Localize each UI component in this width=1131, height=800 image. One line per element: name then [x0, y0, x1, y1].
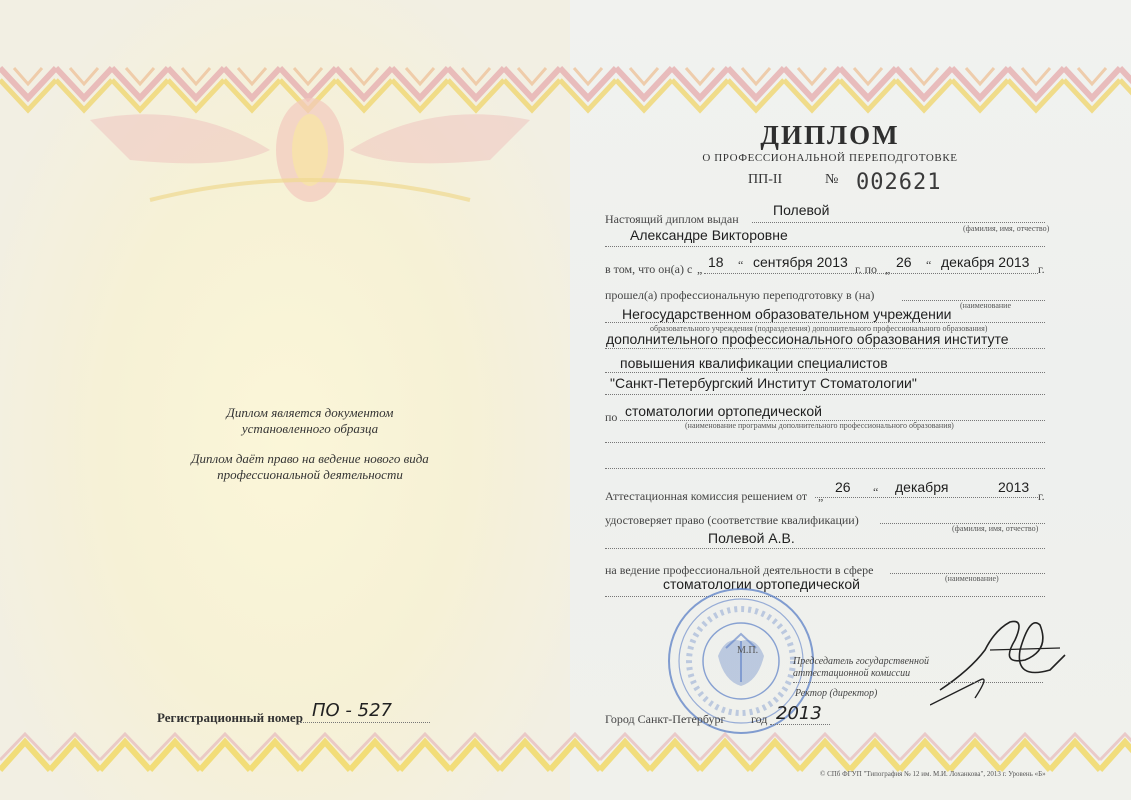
- activity-hint: (наименование): [945, 574, 999, 583]
- page-subtitle: О ПРОФЕССИОНАЛЬНОЙ ПЕРЕПОДГОТОВКЕ: [702, 152, 958, 164]
- certified-person: Полевой А.В.: [708, 530, 795, 546]
- attestation-suffix: г.: [1038, 489, 1045, 503]
- registration-number: ПО - 527: [312, 700, 392, 721]
- program-rule2: [605, 442, 1045, 443]
- institution-line2: дополнительного профессионального образования институте: [606, 331, 1009, 347]
- chair-label: Председатель государственной: [793, 656, 929, 667]
- attestation-quote-open: „: [818, 489, 824, 503]
- to-day: 26: [896, 254, 912, 270]
- certified-person-line: [605, 548, 1045, 549]
- program-rule3: [605, 468, 1045, 469]
- printer-footer: © СПб ФГУП "Типография № 12 им. М.И. Лоханкова", 2013 г. Уровень «Б»: [820, 770, 1046, 778]
- page-title: ДИПЛОМ: [760, 120, 900, 150]
- attestation-day: 26: [835, 479, 851, 495]
- chair-sign-line: [793, 682, 1043, 683]
- validity-note-line2: установленного образца: [241, 421, 379, 436]
- from-day: 18: [708, 254, 724, 270]
- activity-value: стоматологии ортопедической: [663, 576, 860, 592]
- institution-rule4: [605, 394, 1045, 395]
- year-value: 2013: [776, 703, 822, 724]
- institution-line4: "Санкт-Петербургский Институт Стоматологии": [610, 375, 917, 391]
- city-label: Город Санкт-Петербург: [605, 712, 726, 726]
- issued-label: Настоящий диплом выдан: [605, 212, 739, 226]
- period-suffix: г.: [1038, 262, 1045, 276]
- to-quote-close: “: [926, 258, 932, 272]
- attestation-month: декабря: [895, 479, 949, 495]
- signature: [930, 610, 1070, 710]
- year-label: год: [751, 712, 768, 726]
- validity-note-line1: Диплом является документом: [226, 405, 394, 420]
- surname-line: [752, 222, 1045, 223]
- institution-line1: Негосударственном образовательном учреждении: [622, 306, 952, 322]
- chair-label-2: аттестационной комиссии: [793, 668, 911, 679]
- institution-label: прошел(а) профессиональную переподготовку в (на): [605, 288, 875, 302]
- institution-rule2: [605, 348, 1045, 349]
- to-quote-open: „: [885, 262, 891, 276]
- year-line: [770, 724, 830, 725]
- program-hint: (наименование программы дополнительного профессионального образования): [685, 421, 954, 430]
- right-note-line2: профессиональной деятельности: [217, 467, 403, 482]
- institution-line3: повышения квалификации специалистов: [620, 355, 888, 371]
- institution-hint: (наименование: [960, 301, 1012, 310]
- series-label: ПП-II: [748, 172, 783, 187]
- number-sign: №: [825, 172, 839, 187]
- program-name: стоматологии ортопедической: [625, 403, 822, 419]
- period-line: [704, 273, 1038, 274]
- from-quote-open: „: [697, 262, 703, 276]
- institution-hint-line2: образовательного учреждения (подразделения) дополнительного профессионального образования): [650, 324, 988, 333]
- attestation-quote-close: “: [873, 485, 879, 499]
- attestation-year: 2013: [998, 479, 1030, 495]
- stamp-mark-label: М.П.: [737, 645, 759, 656]
- rector-label: Ректор (директор): [795, 688, 878, 699]
- registration-line: [300, 722, 430, 723]
- given-names-line: [605, 246, 1045, 247]
- to-month-year: декабря 2013: [941, 254, 1030, 270]
- period-prefix: в том, что он(а) с: [605, 262, 693, 276]
- certifies-hint: (фамилия, имя, отчество): [952, 524, 1039, 533]
- from-month-year: сентября 2013: [753, 254, 848, 270]
- fio-hint: (фамилия, имя, отчество): [963, 224, 1050, 233]
- attestation-date-line: [815, 497, 1038, 498]
- attestation-label: Аттестационная комиссия решением от: [605, 489, 808, 503]
- left-ornament: [70, 90, 550, 220]
- program-prefix: по: [605, 410, 618, 424]
- registration-label: Регистрационный номер: [157, 710, 303, 725]
- institution-rule1: [605, 322, 1045, 323]
- activity-label: на ведение профессиональной деятельности в сфере: [605, 563, 874, 577]
- given-names-value: Александре Викторовне: [630, 227, 788, 243]
- period-mid: г. по: [855, 262, 877, 276]
- right-note-line1: Диплом даёт право на ведение нового вида: [191, 451, 429, 466]
- institution-rule3: [605, 372, 1045, 373]
- surname-value: Полевой: [773, 202, 830, 218]
- from-quote-close: “: [738, 258, 744, 272]
- certifies-label: удостоверяет право (соответствие квалификации): [605, 513, 859, 527]
- serial-number: 002621: [856, 170, 942, 195]
